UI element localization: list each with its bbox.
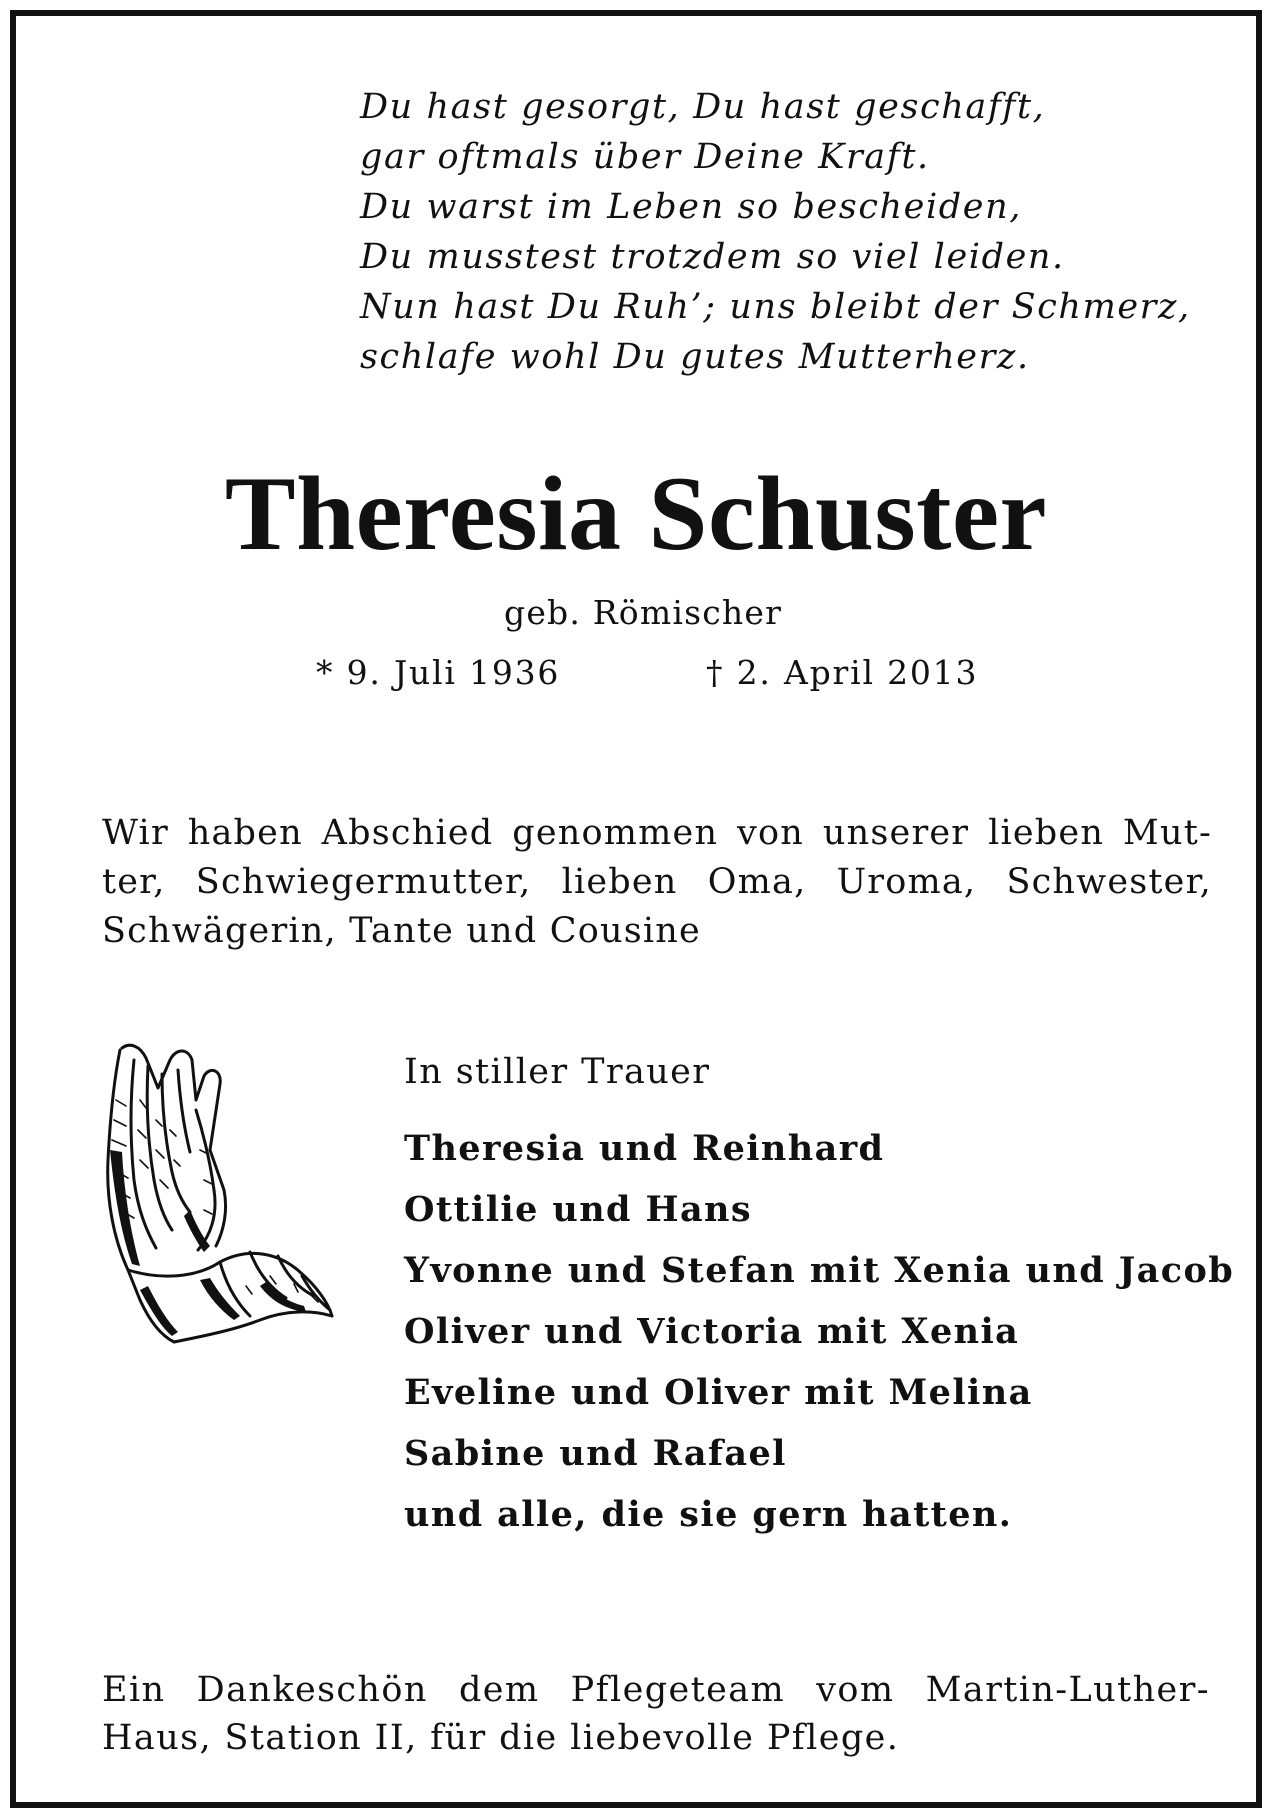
poem-line: gar oftmals über Deine Kraft. — [360, 137, 930, 177]
poem-line: Du warst im Leben so bescheiden, — [360, 187, 1022, 227]
birth-date: * 9. Juli 1936 — [316, 653, 561, 692]
thanks-line: Haus, Station II, für die liebevolle Pflege. — [102, 1718, 900, 1758]
mourner-entry: Sabine und Rafael — [404, 1433, 787, 1474]
poem-line: Nun hast Du Ruh’; uns bleibt der Schmerz, — [360, 287, 1191, 327]
farewell-text — [102, 809, 1212, 956]
death-date: † 2. April 2013 — [706, 653, 979, 692]
farewell-line: Schwägerin, Tante und Cousine — [102, 911, 701, 951]
mourner-entry: Theresia und Reinhard — [404, 1128, 885, 1169]
mourner-entry: Ottilie und Hans — [404, 1189, 753, 1230]
poem-line: schlafe wohl Du gutes Mutterherz. — [360, 337, 1030, 377]
farewell-line: Wir haben Abschied genommen von unserer lieben Mut- — [102, 813, 1212, 853]
mourner-entry: Yvonne und Stefan mit Xenia und Jacob — [404, 1250, 1235, 1291]
deceased-name: Theresia Schuster — [224, 455, 1048, 572]
poem-line: Du musstest trotzdem so viel leiden. — [360, 237, 1065, 277]
memorial-poem — [360, 82, 1191, 382]
farewell-line: ter, Schwiegermutter, lieben Oma, Uroma, Schwester, — [102, 862, 1212, 902]
mourner-entry: und alle, die sie gern hatten. — [404, 1494, 1013, 1535]
birth-name: geb. Römischer — [504, 593, 783, 632]
thanks-note — [102, 1666, 1210, 1762]
mourner-list — [404, 1118, 1234, 1545]
praying-hands-icon — [100, 1040, 336, 1346]
obituary-frame — [10, 10, 1262, 1808]
poem-line: Du hast gesorgt, Du hast geschafft, — [360, 87, 1046, 127]
mourner-entry: Oliver und Victoria mit Xenia — [404, 1311, 1020, 1352]
mourning-label: In stiller Trauer — [404, 1052, 711, 1092]
mourner-entry: Eveline und Oliver mit Melina — [404, 1372, 1033, 1413]
thanks-line: Ein Dankeschön dem Pflegeteam vom Martin-Luther- — [102, 1670, 1210, 1710]
